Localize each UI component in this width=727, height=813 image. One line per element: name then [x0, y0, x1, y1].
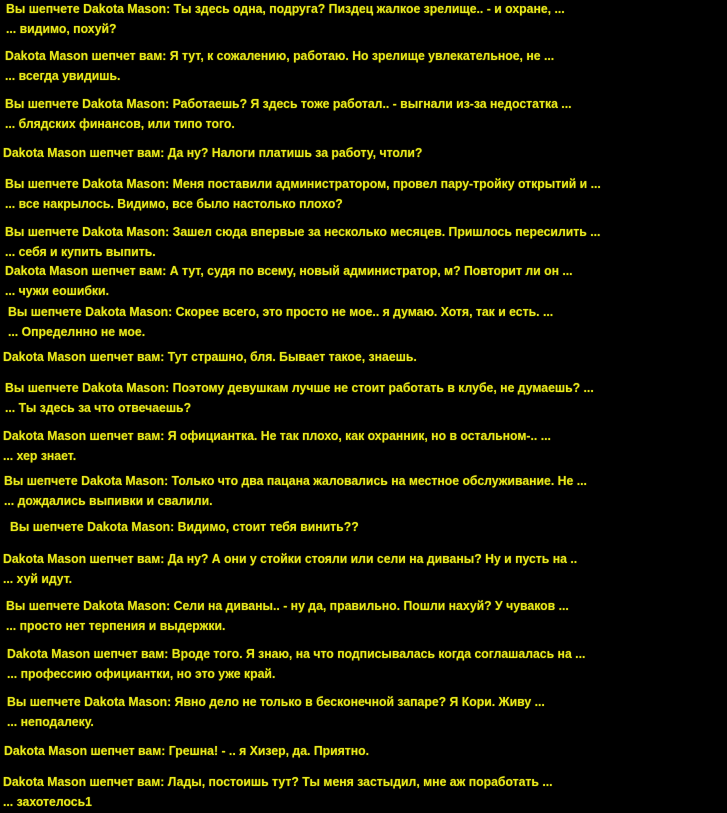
message-line: Dakota Mason шепчет вам: Вроде того. Я знаю, на что подписывалась когда соглашалась на ... — [7, 647, 586, 661]
chat-message — [7, 645, 585, 684]
message-line: ... хер знает. — [3, 448, 77, 463]
message-line: ... всегда увидишь. — [5, 68, 121, 83]
message-line: ... дождались выпивки и свалили. — [4, 493, 213, 508]
chat-message — [5, 379, 594, 418]
message-line: Вы шепчете Dakota Mason: Только что два пацана жаловались на местное обслуживание. Не ... — [4, 474, 587, 488]
message-line: Dakota Mason шепчет вам: Грешна! - .. я Хизер, да. Приятно. — [4, 744, 370, 758]
message-line: Dakota Mason шепчет вам: Да ну? Налоги платишь за работу, чтоли? — [3, 146, 423, 160]
message-line: ... неподалеку. — [7, 714, 94, 729]
chat-message — [8, 303, 553, 342]
message-line: ... захотелось1 — [3, 794, 92, 809]
chat-message — [3, 773, 553, 812]
message-line: Dakota Mason шепчет вам: Я тут, к сожалению, работаю. Но зрелище увлекательное, не ... — [5, 49, 555, 63]
message-line: Вы шепчете Dakota Mason: Зашел сюда впервые за несколько месяцев. Пришлось пересилить ... — [5, 225, 601, 239]
message-line: Dakota Mason шепчет вам: Я официантка. Не так плохо, как охранник, но в остальном-.. ... — [3, 429, 551, 443]
message-line: Dakota Mason шепчет вам: А тут, судя по всему, новый администратор, м? Повторит ли он ... — [5, 264, 573, 278]
chat-message — [3, 144, 422, 164]
message-line: Вы шепчете Dakota Mason: Поэтому девушкам лучше не стоит работать в клубе, не думаешь? ... — [5, 381, 594, 395]
message-line: Вы шепчете Dakota Mason: Ты здесь одна, подруга? Пиздец жалкое зрелище.. - и охране, ... — [6, 2, 565, 16]
chat-message — [3, 348, 417, 368]
message-line: Dakota Mason шепчет вам: Да ну? А они у стойки стояли или сели на диваны? Ну и пусть на .. — [3, 552, 578, 566]
message-line: ... Ты здесь за что отвечаешь? — [5, 400, 192, 415]
message-line: Вы шепчете Dakota Mason: Скорее всего, это просто не мое.. я думаю. Хотя, так и есть. ... — [8, 305, 554, 319]
chat-message — [7, 693, 545, 732]
chat-message — [5, 95, 572, 134]
message-line: ... профессию официантки, но это уже край. — [7, 666, 276, 681]
message-line: Вы шепчете Dakota Mason: Меня поставили администратором, провел пару-тройку открытий и ... — [5, 177, 601, 191]
chat-message — [6, 597, 569, 636]
chat-message — [3, 550, 577, 589]
message-line: Вы шепчете Dakota Mason: Сели на диваны.. - ну да, правильно. Пошли нахуй? У чуваков ... — [6, 599, 569, 613]
message-line: ... чужи еошибки. — [5, 283, 109, 298]
message-line: ... Определнно не мое. — [8, 324, 146, 339]
message-line: Вы шепчете Dakota Mason: Явно дело не только в бесконечной запаре? Я Кори. Живу ... — [7, 695, 545, 709]
chat-message — [5, 175, 601, 214]
message-line: Dakota Mason шепчет вам: Тут страшно, бля. Бывает такое, знаешь. — [3, 350, 417, 364]
chat-message — [5, 47, 554, 86]
chat-message — [5, 223, 600, 262]
chat-message — [5, 262, 573, 301]
chat-message — [6, 0, 565, 39]
message-line: ... все накрылось. Видимо, все было настолько плохо? — [5, 196, 343, 211]
chat-message — [3, 427, 551, 466]
message-line: ... блядских финансов, или типо того. — [5, 116, 235, 131]
message-line: ... хуй идут. — [3, 571, 73, 586]
message-line: Dakota Mason шепчет вам: Лады, постоишь тут? Ты меня застыдил, мне аж поработать ... — [3, 775, 553, 789]
message-line: ... видимо, похуй? — [6, 21, 117, 36]
message-line: Вы шепчете Dakota Mason: Видимо, стоит тебя винить?? — [10, 520, 359, 534]
chat-message — [4, 472, 587, 511]
message-line: ... себя и купить выпить. — [5, 244, 156, 259]
message-line: ... просто нет терпения и выдержки. — [6, 618, 226, 633]
chat-message — [10, 518, 359, 538]
chat-message — [4, 742, 369, 762]
message-line: Вы шепчете Dakota Mason: Работаешь? Я здесь тоже работал.. - выгнали из-за недостатка ... — [5, 97, 572, 111]
